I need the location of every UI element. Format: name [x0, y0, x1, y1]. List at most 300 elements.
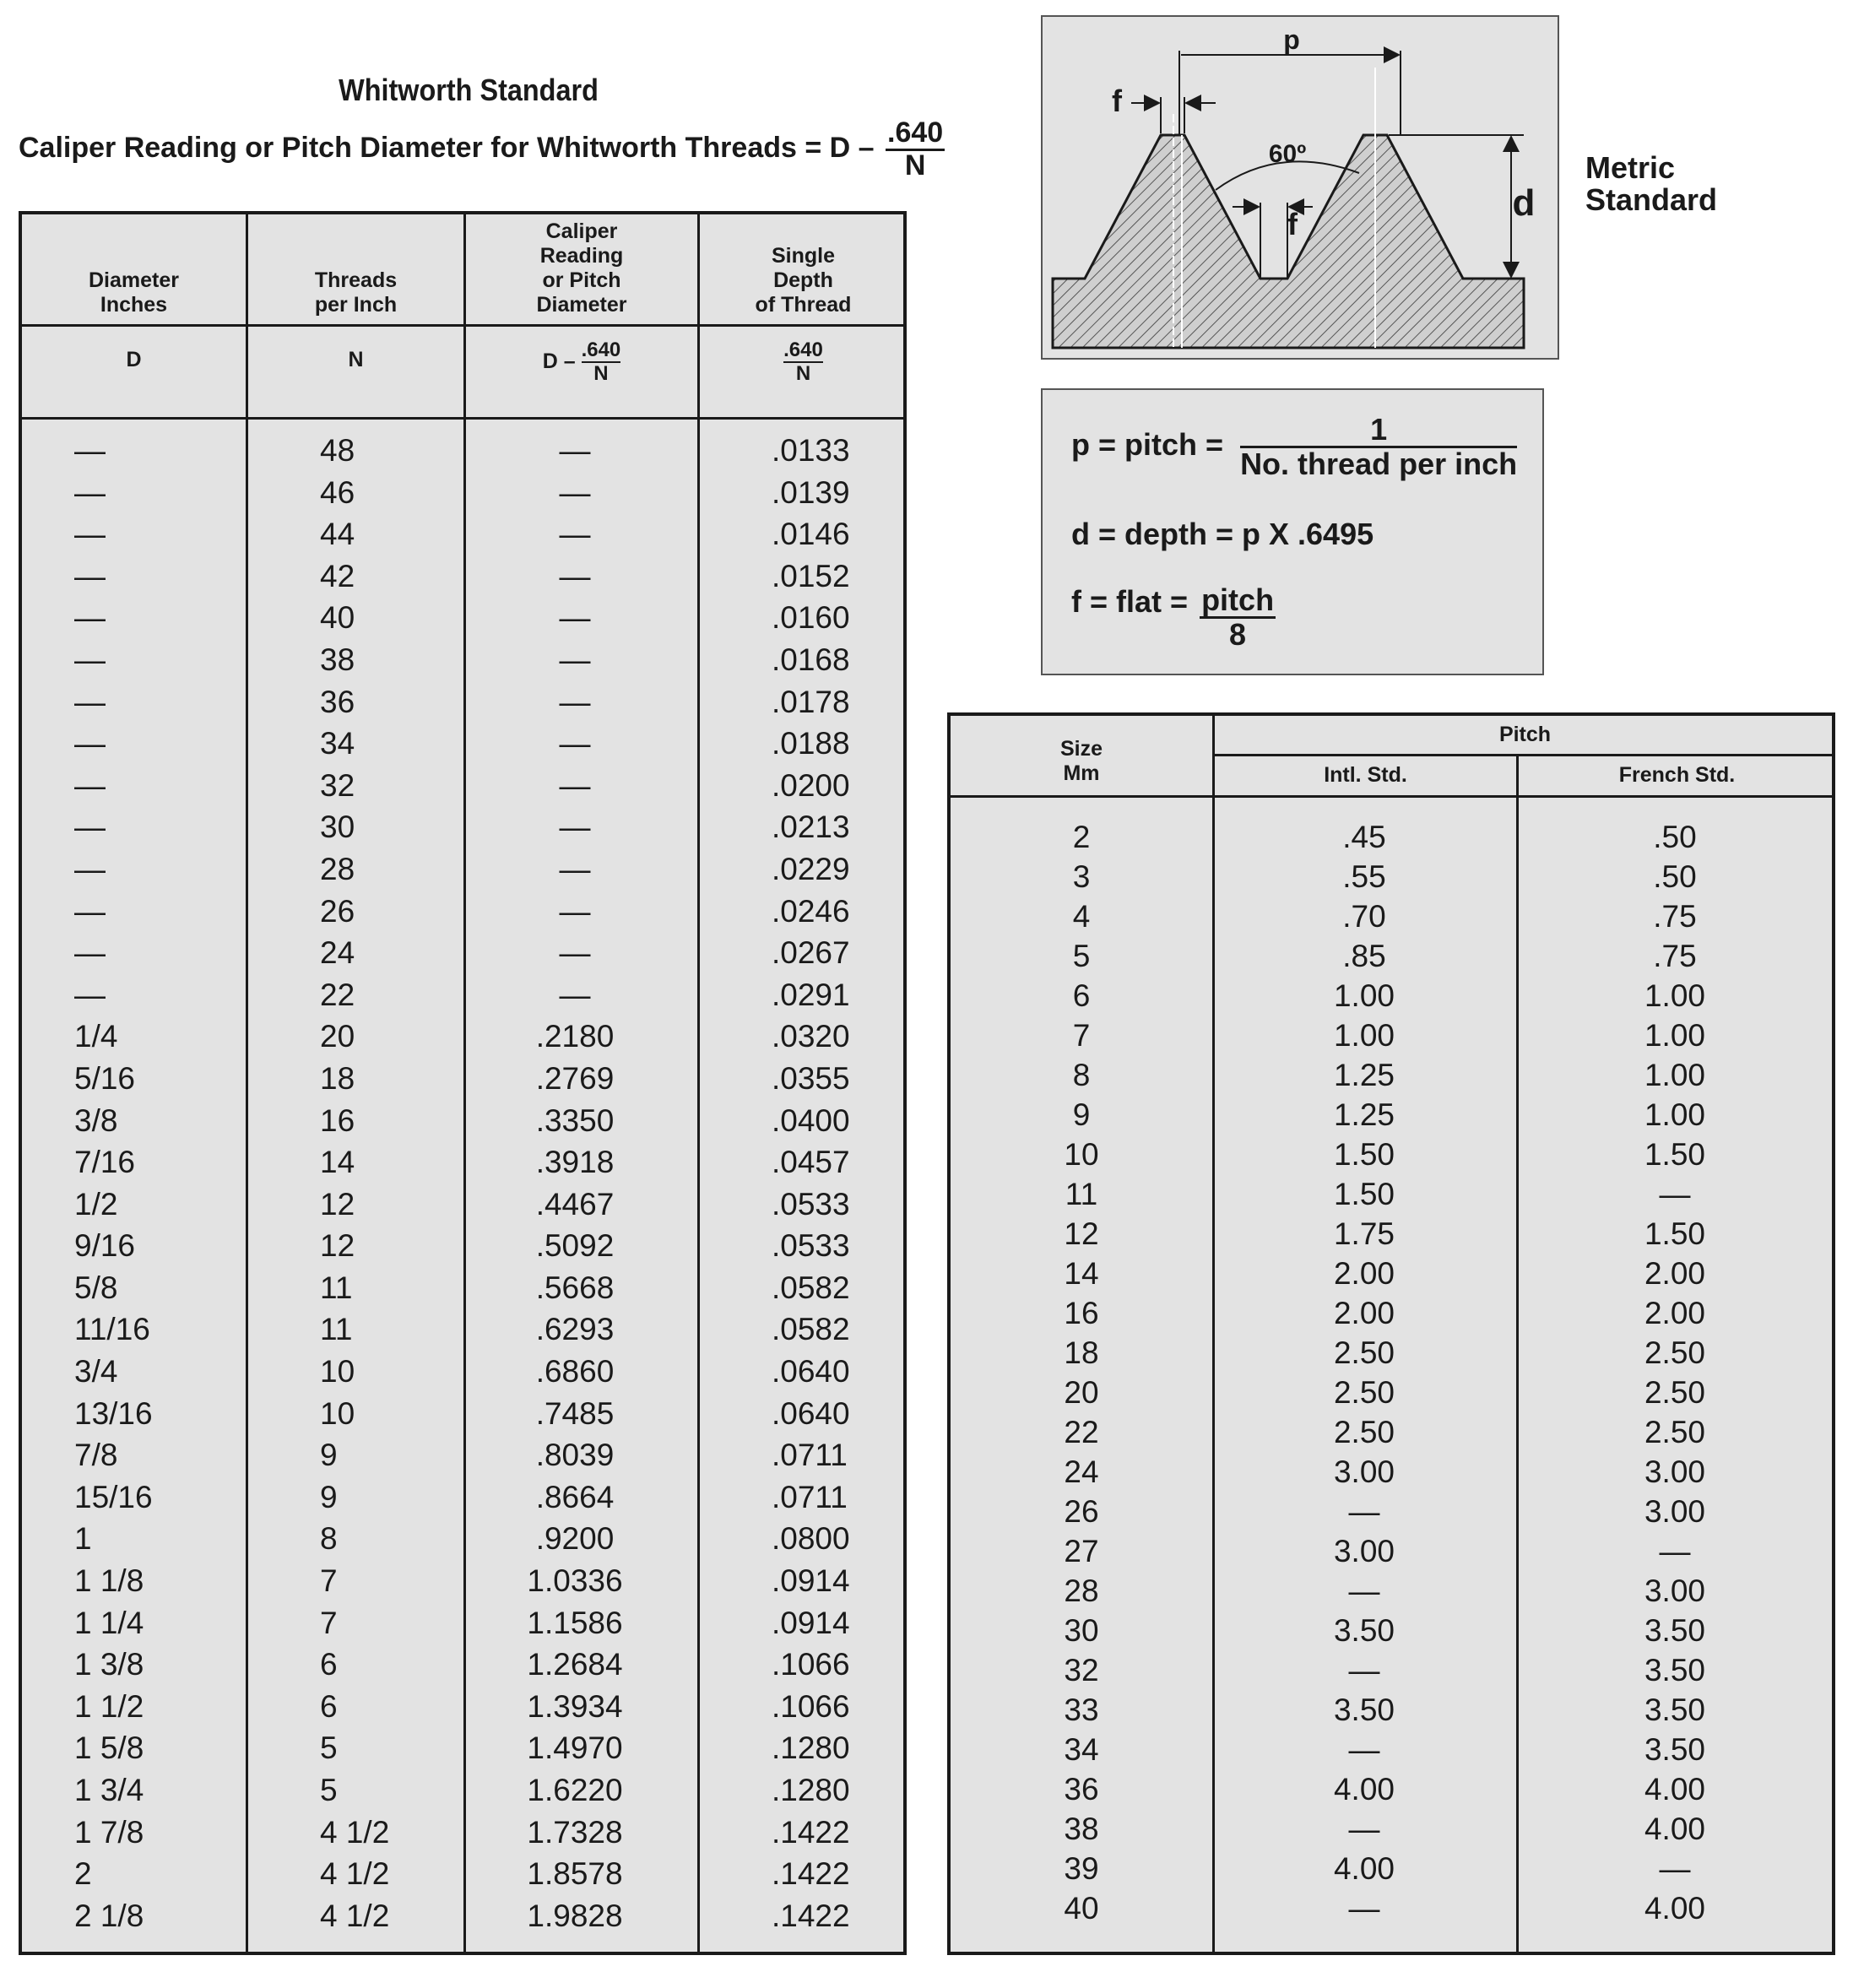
depth-cell: .0533	[772, 1228, 850, 1264]
caliper-cell: .3918	[535, 1145, 615, 1180]
table-row	[951, 1055, 1832, 1095]
size-cell: 20	[1064, 1375, 1099, 1410]
depth-formula: d = depth = p X .6495	[1071, 517, 1374, 551]
depth-cell: .0457	[772, 1145, 850, 1180]
size-cell: 12	[1064, 1216, 1099, 1251]
french-pitch-cell: —	[1659, 1177, 1691, 1211]
french-pitch-cell: 3.50	[1644, 1732, 1705, 1767]
threads-cell: 28	[320, 851, 355, 886]
symbol-caliper: D – $\frac{.640}{N}$	[542, 339, 621, 386]
pitch-formula: p = pitch = $\frac{1}{\text{No. thread per inch}}$	[1071, 412, 1518, 481]
table-row	[951, 1135, 1832, 1174]
threads-cell: 38	[320, 642, 355, 677]
depth-cell: .0320	[772, 1019, 850, 1054]
table-row	[22, 1184, 903, 1226]
caliper-cell: 1.8578	[527, 1856, 623, 1892]
threads-cell: 42	[320, 558, 355, 593]
depth-cell: .0582	[772, 1312, 850, 1347]
caliper-cell: 1.0336	[527, 1563, 623, 1599]
depth-cell: .1422	[772, 1856, 850, 1892]
diameter-cell: 11/16	[74, 1312, 150, 1347]
size-cell: 27	[1064, 1534, 1099, 1568]
table-row	[22, 1769, 903, 1812]
intl-pitch-cell: —	[1348, 1891, 1380, 1926]
depth-cell: .0139	[772, 474, 850, 510]
intl-pitch-cell: 1.25	[1333, 1058, 1395, 1092]
table-row	[22, 1434, 903, 1476]
caliper-cell: 1.6220	[527, 1773, 623, 1807]
label-f-top: f	[1112, 84, 1122, 118]
flat-formula: f = flat = $\frac{\text{pitch}}{8}$	[1071, 582, 1275, 652]
table-row	[22, 1225, 903, 1267]
caliper-cell: —	[559, 433, 591, 468]
intl-pitch-cell: 2.00	[1333, 1296, 1395, 1330]
depth-cell: .0400	[772, 1102, 850, 1138]
size-cell: 26	[1064, 1494, 1099, 1529]
threads-cell: 11	[320, 1312, 353, 1347]
threads-cell: 4 1/2	[320, 1814, 390, 1850]
diameter-cell: 1/2	[74, 1186, 118, 1222]
french-pitch-cell: 3.00	[1644, 1494, 1705, 1529]
depth-cell: .1422	[772, 1898, 850, 1933]
depth-cell: .0291	[772, 977, 850, 1012]
size-cell: 6	[1072, 978, 1091, 1013]
table-row	[951, 857, 1832, 896]
depth-cell: .0582	[772, 1270, 850, 1305]
label-d: d	[1512, 182, 1536, 224]
table-row	[951, 1254, 1832, 1293]
caliper-cell: .6293	[535, 1312, 615, 1347]
caliper-cell: .5092	[535, 1228, 615, 1264]
header-french-std: French Std.	[1618, 763, 1736, 787]
size-cell: 32	[1064, 1653, 1099, 1687]
caliper-cell: .4467	[535, 1186, 615, 1222]
thread-diagram	[1041, 15, 1559, 360]
header-intl-std: Intl. Std.	[1324, 763, 1407, 787]
caliper-cell: .9200	[535, 1521, 615, 1557]
table-row	[22, 1058, 903, 1100]
table-row	[22, 974, 903, 1016]
size-cell: 14	[1064, 1256, 1099, 1291]
size-cell: 5	[1072, 939, 1091, 973]
threads-cell: 8	[320, 1521, 338, 1557]
header-diameter: Diameter Inches	[89, 268, 179, 317]
threads-cell: 48	[320, 433, 355, 468]
diameter-cell: 5/8	[74, 1270, 118, 1305]
caliper-cell: .5668	[535, 1270, 615, 1305]
header-pitch: Pitch	[1498, 723, 1552, 746]
threads-cell: 7	[320, 1605, 338, 1640]
intl-pitch-cell: 2.50	[1333, 1375, 1395, 1410]
diameter-cell: 2 1/8	[74, 1898, 144, 1933]
diameter-cell: —	[74, 433, 106, 468]
table-row	[951, 1412, 1832, 1452]
table-row	[22, 597, 903, 639]
size-cell: 30	[1064, 1613, 1099, 1648]
french-pitch-cell: 2.50	[1644, 1375, 1705, 1410]
table-row	[22, 765, 903, 807]
header-threads: Threads per Inch	[314, 268, 398, 317]
caliper-cell: —	[559, 977, 591, 1012]
size-cell: 4	[1072, 899, 1091, 934]
diameter-cell: 7/8	[74, 1438, 118, 1473]
size-cell: 2	[1072, 820, 1091, 854]
depth-cell: .0178	[772, 684, 850, 719]
diameter-cell: 2	[74, 1856, 92, 1892]
depth-cell: .0640	[772, 1354, 850, 1389]
metric-standard-label: Metric Standard	[1585, 150, 1718, 217]
threads-cell: 18	[320, 1060, 355, 1096]
table-row	[22, 1393, 903, 1435]
label-f-mid: f	[1287, 207, 1298, 241]
diameter-cell: —	[74, 684, 106, 719]
threads-cell: 14	[320, 1145, 355, 1180]
caliper-cell: —	[559, 810, 591, 845]
threads-cell: 34	[320, 726, 355, 761]
whitworth-formula	[19, 118, 945, 181]
table-row	[22, 1308, 903, 1351]
caliper-cell: 1.9828	[527, 1898, 623, 1933]
threads-cell: 44	[320, 517, 355, 552]
caliper-cell: .3350	[535, 1102, 615, 1138]
caliper-cell: —	[559, 767, 591, 803]
intl-pitch-cell: 2.00	[1333, 1256, 1395, 1291]
caliper-cell: 1.2684	[527, 1647, 623, 1682]
threads-cell: 4 1/2	[320, 1898, 390, 1933]
depth-cell: .0711	[772, 1479, 848, 1514]
intl-pitch-cell: 2.50	[1333, 1415, 1395, 1449]
table-row	[22, 1267, 903, 1309]
depth-cell: .0152	[772, 558, 850, 593]
intl-pitch-cell: 1.00	[1333, 978, 1395, 1013]
depth-cell: .0146	[772, 517, 850, 552]
french-pitch-cell: 2.00	[1644, 1256, 1705, 1291]
french-pitch-cell: 3.50	[1644, 1653, 1705, 1687]
intl-pitch-cell: —	[1348, 1812, 1380, 1846]
symbol-d: D	[126, 348, 142, 371]
diameter-cell: 1 3/8	[74, 1647, 144, 1682]
threads-cell: 12	[320, 1186, 355, 1222]
table-row	[22, 1351, 903, 1393]
french-pitch-cell: .75	[1653, 939, 1697, 973]
size-cell: 28	[1064, 1574, 1099, 1608]
diameter-cell: 15/16	[74, 1479, 153, 1514]
depth-cell: .0200	[772, 767, 850, 803]
caliper-cell: —	[559, 558, 591, 593]
diameter-cell: —	[74, 474, 106, 510]
diameter-cell: 7/16	[74, 1145, 136, 1180]
depth-cell: .0168	[772, 642, 850, 677]
caliper-cell: .2769	[535, 1060, 615, 1096]
intl-pitch-cell: —	[1348, 1653, 1380, 1687]
french-pitch-cell: —	[1659, 1851, 1691, 1886]
whitworth-formula-denominator: N	[904, 149, 926, 181]
intl-pitch-cell: —	[1348, 1732, 1380, 1767]
caliper-cell: —	[559, 517, 591, 552]
table-row	[951, 1611, 1832, 1650]
threads-cell: 36	[320, 684, 355, 719]
whitworth-title: Whitworth Standard	[339, 73, 599, 107]
depth-cell: .0133	[772, 433, 850, 468]
depth-cell: .0711	[772, 1438, 848, 1473]
intl-pitch-cell: 1.50	[1333, 1137, 1395, 1172]
threads-cell: 10	[320, 1354, 355, 1389]
table-row	[22, 891, 903, 933]
french-pitch-cell: 1.50	[1644, 1137, 1705, 1172]
depth-cell: .0355	[772, 1060, 850, 1096]
table-row	[951, 1293, 1832, 1333]
threads-cell: 9	[320, 1479, 338, 1514]
diameter-cell: 1 1/8	[74, 1563, 144, 1599]
table-row	[951, 1730, 1832, 1769]
size-cell: 33	[1064, 1693, 1099, 1727]
threads-cell: 22	[320, 977, 355, 1012]
french-pitch-cell: 2.50	[1644, 1335, 1705, 1370]
intl-pitch-cell: 3.00	[1333, 1454, 1395, 1489]
threads-cell: 10	[320, 1395, 355, 1431]
intl-pitch-cell: 3.50	[1333, 1613, 1395, 1648]
threads-cell: 20	[320, 1019, 355, 1054]
depth-cell: .1280	[772, 1731, 850, 1766]
table-row	[951, 1452, 1832, 1492]
table-row	[951, 1690, 1832, 1730]
diameter-cell: —	[74, 767, 106, 803]
label-p: p	[1283, 24, 1300, 55]
caliper-cell: —	[559, 474, 591, 510]
diameter-cell: —	[74, 642, 106, 677]
table-row	[951, 1333, 1832, 1373]
table-row	[951, 1769, 1832, 1809]
threads-cell: 11	[320, 1270, 353, 1305]
table-row	[951, 1531, 1832, 1571]
diameter-cell: 5/16	[74, 1060, 136, 1096]
threads-cell: 16	[320, 1102, 355, 1138]
table-row	[22, 1518, 903, 1560]
table-row	[951, 936, 1832, 976]
threads-cell: 30	[320, 810, 355, 845]
depth-cell: .0160	[772, 600, 850, 636]
depth-cell: .0246	[772, 893, 850, 929]
diameter-cell: —	[74, 517, 106, 552]
diameter-cell: 1 1/2	[74, 1688, 144, 1724]
caliper-cell: —	[559, 600, 591, 636]
depth-cell: .0267	[772, 935, 850, 971]
intl-pitch-cell: 1.50	[1333, 1177, 1395, 1211]
depth-cell: .0914	[772, 1563, 850, 1599]
size-cell: 39	[1064, 1851, 1099, 1886]
table-row	[951, 1650, 1832, 1690]
threads-cell: 32	[320, 767, 355, 803]
header-size: Size Mm	[1059, 737, 1103, 785]
depth-cell: .0213	[772, 810, 850, 845]
intl-pitch-cell: .45	[1342, 820, 1386, 854]
french-pitch-cell: .50	[1653, 820, 1697, 854]
table-row	[22, 555, 903, 598]
depth-cell: .0800	[772, 1521, 850, 1557]
french-pitch-cell: 1.00	[1644, 1097, 1705, 1132]
table-row	[22, 1100, 903, 1142]
diameter-cell: —	[74, 726, 106, 761]
diameter-cell: 13/16	[74, 1395, 153, 1431]
diameter-cell: —	[74, 558, 106, 593]
intl-pitch-cell: .55	[1342, 859, 1386, 894]
table-row	[951, 1888, 1832, 1928]
table-row	[22, 430, 903, 472]
diameter-cell: —	[74, 935, 106, 971]
diameter-cell: 3/8	[74, 1102, 118, 1138]
diameter-cell: —	[74, 851, 106, 886]
table-row	[951, 1174, 1832, 1214]
french-pitch-cell: 4.00	[1644, 1772, 1705, 1807]
metric-table	[947, 712, 1835, 1955]
threads-cell: 9	[320, 1438, 338, 1473]
whitworth-formula-text: Caliper Reading or Pitch Diameter for Whitworth Threads = D –	[19, 132, 875, 165]
table-row	[22, 932, 903, 974]
size-cell: 22	[1064, 1415, 1099, 1449]
depth-cell: .1066	[772, 1688, 850, 1724]
table-row	[22, 1016, 903, 1058]
diameter-cell: 9/16	[74, 1228, 136, 1264]
table-row	[951, 1016, 1832, 1055]
table-row	[951, 1849, 1832, 1888]
threads-cell: 4 1/2	[320, 1856, 390, 1892]
table-row	[951, 1492, 1832, 1531]
symbol-depth: $\frac{.640}{N}$	[783, 339, 823, 386]
header-depth: Single Depth of Thread	[755, 244, 852, 317]
caliper-cell: 1.1586	[527, 1605, 623, 1640]
diameter-cell: 1	[74, 1521, 92, 1557]
depth-cell: .1066	[772, 1647, 850, 1682]
table-row	[22, 472, 903, 514]
symbol-n: N	[348, 348, 364, 371]
depth-cell: .1422	[772, 1814, 850, 1850]
intl-pitch-cell: 2.50	[1333, 1335, 1395, 1370]
french-pitch-cell: 4.00	[1644, 1812, 1705, 1846]
thread-profile-svg	[1043, 17, 1558, 358]
metric-rows	[951, 817, 1832, 1928]
diameter-cell: 1 5/8	[74, 1731, 144, 1766]
whitworth-table	[19, 211, 907, 1955]
caliper-cell: —	[559, 935, 591, 971]
french-pitch-cell: 1.00	[1644, 1018, 1705, 1053]
header-caliper: Caliper Reading or Pitch Diameter	[536, 219, 627, 317]
size-cell: 3	[1072, 859, 1091, 894]
caliper-cell: 1.4970	[527, 1731, 623, 1766]
size-cell: 36	[1064, 1772, 1099, 1807]
table-row	[951, 1571, 1832, 1611]
size-cell: 9	[1072, 1097, 1091, 1132]
table-row	[22, 848, 903, 891]
size-cell: 24	[1064, 1454, 1099, 1489]
french-pitch-cell: 3.50	[1644, 1613, 1705, 1648]
table-row	[22, 1812, 903, 1854]
intl-pitch-cell: .70	[1342, 899, 1386, 934]
diameter-cell: 3/4	[74, 1354, 118, 1389]
caliper-cell: —	[559, 851, 591, 886]
threads-cell: 12	[320, 1228, 355, 1264]
table-row	[22, 723, 903, 765]
table-row	[22, 1644, 903, 1686]
depth-cell: .0533	[772, 1186, 850, 1222]
threads-cell: 6	[320, 1688, 338, 1724]
caliper-cell: —	[559, 684, 591, 719]
size-cell: 11	[1065, 1177, 1098, 1211]
whitworth-formula-fraction	[886, 118, 945, 181]
table-row	[22, 1853, 903, 1895]
table-row	[951, 1373, 1832, 1412]
size-cell: 16	[1064, 1296, 1099, 1330]
threads-cell: 24	[320, 935, 355, 971]
french-pitch-cell: 1.00	[1644, 1058, 1705, 1092]
french-pitch-cell: .75	[1653, 899, 1697, 934]
table-row	[951, 1809, 1832, 1849]
depth-cell: .0229	[772, 851, 850, 886]
table-row	[951, 1095, 1832, 1135]
depth-cell: .0914	[772, 1605, 850, 1640]
caliper-cell: .6860	[535, 1354, 615, 1389]
threads-cell: 6	[320, 1647, 338, 1682]
size-cell: 7	[1072, 1018, 1091, 1053]
diameter-cell: —	[74, 600, 106, 636]
diameter-cell: —	[74, 977, 106, 1012]
intl-pitch-cell: —	[1348, 1494, 1380, 1529]
threads-cell: 7	[320, 1563, 338, 1599]
intl-pitch-cell: —	[1348, 1574, 1380, 1608]
table-row	[951, 976, 1832, 1016]
caliper-cell: .8039	[535, 1438, 615, 1473]
diameter-cell: 1/4	[74, 1019, 118, 1054]
threads-cell: 40	[320, 600, 355, 636]
intl-pitch-cell: 1.75	[1333, 1216, 1395, 1251]
intl-pitch-cell: 3.00	[1333, 1534, 1395, 1568]
whitworth-rows	[22, 430, 903, 1937]
french-pitch-cell: 3.50	[1644, 1693, 1705, 1727]
table-row	[22, 681, 903, 723]
table-row	[22, 1686, 903, 1728]
diameter-cell: —	[74, 810, 106, 845]
caliper-cell: —	[559, 642, 591, 677]
threads-cell: 5	[320, 1773, 338, 1807]
depth-cell: .1280	[772, 1773, 850, 1807]
caliper-cell: 1.3934	[527, 1688, 623, 1724]
intl-pitch-cell: 1.00	[1333, 1018, 1395, 1053]
depth-cell: .0188	[772, 726, 850, 761]
size-cell: 10	[1064, 1137, 1099, 1172]
diameter-cell: —	[74, 893, 106, 929]
table-row	[22, 806, 903, 848]
table-row	[951, 1214, 1832, 1254]
table-row	[22, 1141, 903, 1184]
whitworth-formula-numerator: .640	[886, 118, 945, 151]
threads-cell: 46	[320, 474, 355, 510]
table-row	[22, 1602, 903, 1644]
french-pitch-cell: 3.00	[1644, 1574, 1705, 1608]
size-cell: 8	[1072, 1058, 1091, 1092]
table-row	[22, 513, 903, 555]
french-pitch-cell: 2.00	[1644, 1296, 1705, 1330]
intl-pitch-cell: 4.00	[1333, 1851, 1395, 1886]
caliper-cell: —	[559, 893, 591, 929]
intl-pitch-cell: 4.00	[1333, 1772, 1395, 1807]
french-pitch-cell: .50	[1653, 859, 1697, 894]
caliper-cell: 1.7328	[527, 1814, 623, 1850]
french-pitch-cell: 2.50	[1644, 1415, 1705, 1449]
diameter-cell: 1 1/4	[74, 1605, 144, 1640]
formula-box	[1041, 388, 1544, 675]
caliper-cell: —	[559, 726, 591, 761]
threads-cell: 5	[320, 1731, 338, 1766]
size-cell: 38	[1064, 1812, 1099, 1846]
